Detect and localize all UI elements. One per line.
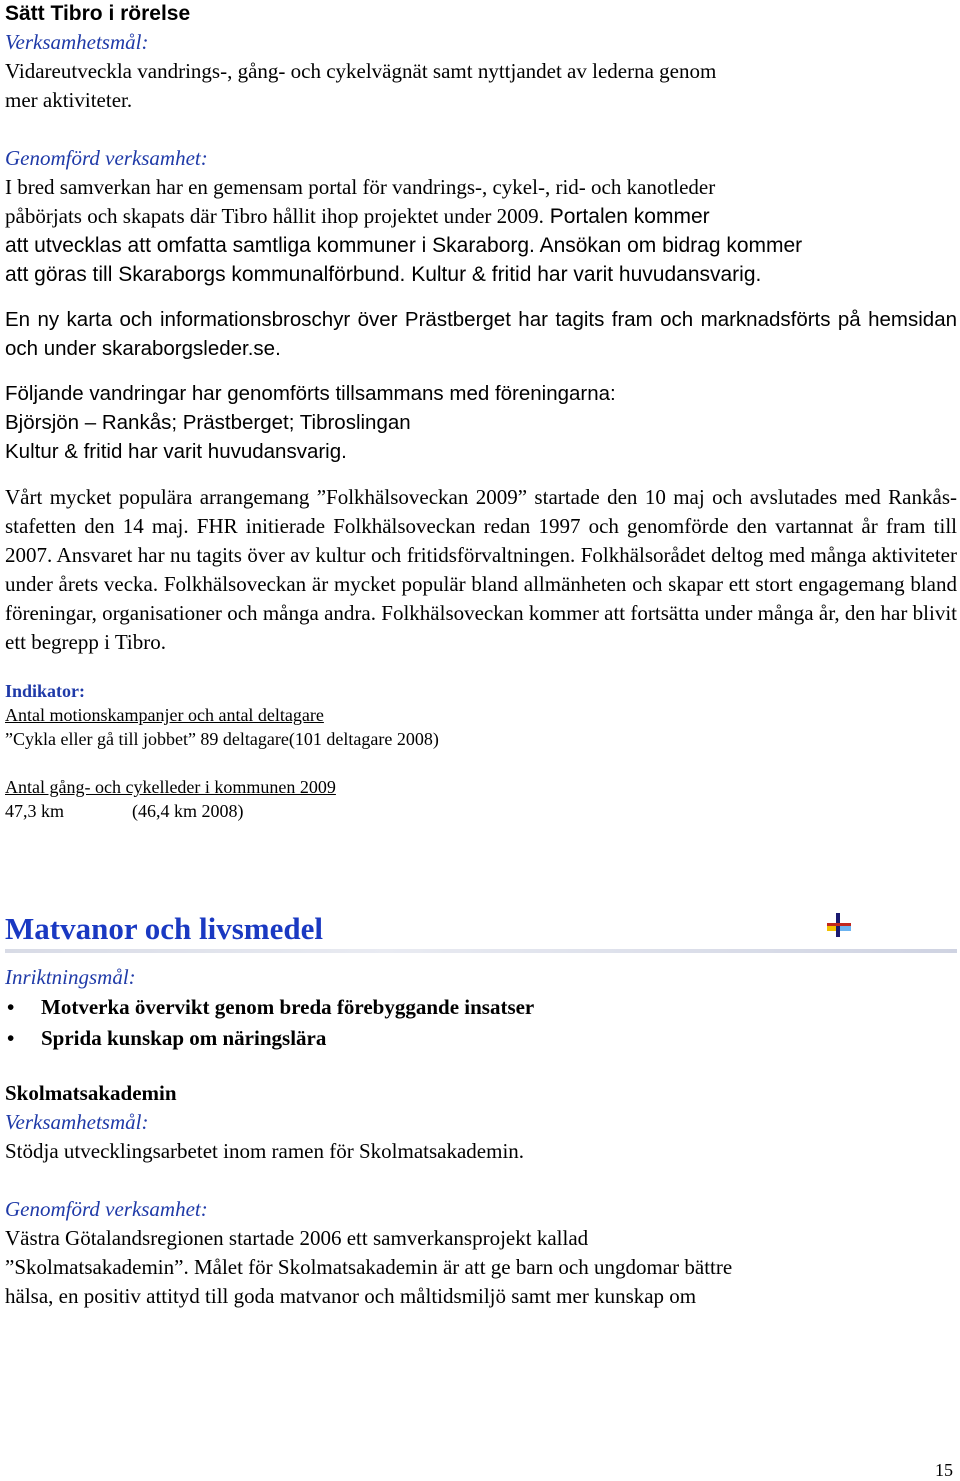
goal-label: Verksamhetsmål: [5, 30, 149, 54]
walks-line: Följande vandringar har genomförts tillsammans med föreningarna: [5, 382, 616, 405]
done-line-sans: Portalen kommer [543, 205, 710, 228]
indicator-title: Antal motionskampanjer och antal deltagare [5, 705, 324, 725]
done-text [5, 1224, 957, 1311]
done-line-serif: påbörjats och skapats där Tibro hållit ihop projektet under 2009. [5, 204, 544, 228]
done-line: I bred samverkan har en gemensam portal för vandrings-, cykel-, rid- och kanotleder [5, 175, 716, 199]
week-paragraph: Vårt mycket populära arrangemang ”Folkhälsoveckan 2009” startade den 10 maj och avslutades med Rankås-stafetten den 14 maj. FHR initierade Folkhälsoveckan redan 1997 och genomförde den vartannat år fram till 2007. Ansvaret har nu tagits över av kultur och fritidsförvaltningen. Folkhälsorådet deltog med många aktiviteter under årets vecka. Folkhälsoveckan är mycket populär bland allmänheten och skapar ett stort engagemang bland föreningar, organisationer och många andra. Folkhälsoveckan kommer att fortsätta under många år, den har blivit ett begrepp i Tibro. [5, 485, 957, 654]
indicator-value-current: 47,3 km [5, 801, 65, 821]
goal-line: mer aktiviteter. [5, 88, 133, 112]
indicator-label: Indikator: [5, 681, 86, 701]
done-line [5, 202, 957, 231]
indicator-title: Antal gång- och cykelleder i kommunen 2009 [5, 777, 336, 797]
direction-label: Inriktningsmål: [5, 965, 136, 989]
done-label: Genomförd verksamhet: [5, 146, 208, 170]
map-paragraph: En ny karta och informationsbroschyr över Prästberget har tagits fram och marknadsförts på hemsidan och under skaraborgsleder.se. [5, 308, 957, 360]
goal-text [5, 57, 957, 115]
done-line: hälsa, en positiv attityd till goda matvanor och måltidsmiljö samt mer kunskap om [5, 1284, 697, 1308]
done-line: Västra Götalandsregionen startade 2006 ett samverkansprojekt kallad [5, 1226, 589, 1250]
done-line: att utvecklas att omfatta samtliga kommuner i Skaraborg. Ansökan om bidrag kommer [5, 234, 803, 257]
done-label: Genomförd verksamhet: [5, 1197, 208, 1221]
subsection-title: Skolmatsakademin [5, 1081, 177, 1105]
section-heading-row [5, 909, 957, 949]
document-page [5, 0, 957, 1311]
section-heading: Matvanor och livsmedel [5, 911, 324, 946]
section-title: Sätt Tibro i rörelse [5, 2, 191, 25]
direction-list [5, 992, 957, 1054]
goal-label: Verksamhetsmål: [5, 1110, 149, 1134]
indicator-value-previous: (46,4 km 2008) [132, 801, 244, 821]
walks-line: Björsjön – Rankås; Prästberget; Tibroslingan [5, 411, 411, 434]
goal-line: Vidareutveckla vandrings-, gång- och cykelvägnät samt nyttjandet av lederna genom [5, 59, 717, 83]
list-item: • Motverka övervikt genom breda förebyggande insatser [5, 992, 957, 1023]
cross-logo-icon [825, 911, 853, 939]
walks-paragraph [5, 379, 957, 466]
done-line: att göras till Skaraborgs kommunalförbund. Kultur & fritid har varit huvudansvarig. [5, 263, 762, 286]
goal-text: Stödja utvecklingsarbetet inom ramen för Skolmatsakademin. [5, 1139, 525, 1163]
walks-line: Kultur & fritid har varit huvudansvarig. [5, 440, 347, 463]
page-number: 15 [935, 1460, 953, 1480]
indicator-value [5, 799, 957, 823]
indicator-value: ”Cykla eller gå till jobbet” 89 deltagare(101 deltagare 2008) [5, 729, 439, 749]
done-text [5, 173, 957, 289]
done-line: ”Skolmatsakademin”. Målet för Skolmatsakademin är att ge barn och ungdomar bättre [5, 1255, 733, 1279]
list-item: • Sprida kunskap om näringslära [5, 1023, 957, 1054]
